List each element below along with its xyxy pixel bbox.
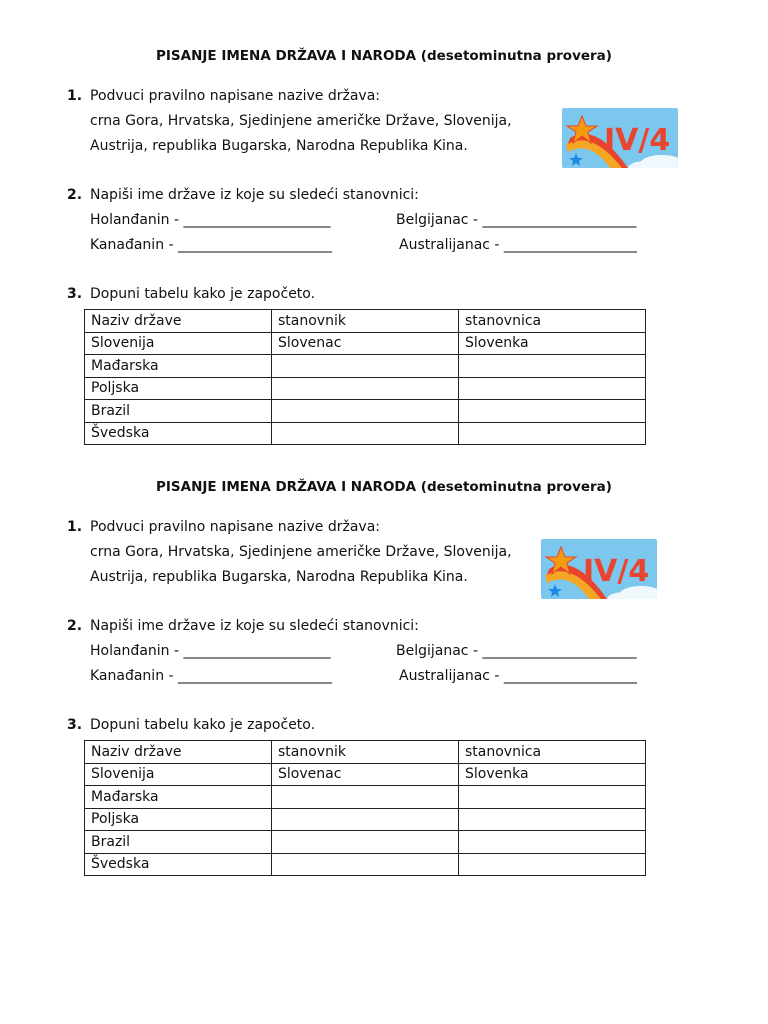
table-row xyxy=(85,831,646,854)
table-cell-blank[interactable] xyxy=(272,355,459,378)
worksheet-2 xyxy=(0,431,768,873)
table-header-country: Naziv države xyxy=(85,741,272,764)
table-cell: Poljska xyxy=(85,808,272,831)
task-2-item-canadian: Kanađanin - ______________________ xyxy=(90,237,333,253)
table-cell-blank[interactable] xyxy=(272,831,459,854)
table-row xyxy=(85,332,646,355)
task-1-countries-line-2: Austrija, republika Bugarska, Narodna Republika Kina. xyxy=(90,569,468,585)
table-cell: Mađarska xyxy=(85,355,272,378)
task-2-item-dutchman: Holanđanin - _____________________ xyxy=(90,643,331,659)
table-cell: Poljska xyxy=(85,377,272,400)
table-cell-blank[interactable] xyxy=(272,853,459,876)
table-cell-blank[interactable] xyxy=(272,786,459,809)
table-cell-blank[interactable] xyxy=(459,831,646,854)
task-1-number: 1. xyxy=(67,88,83,104)
table-row xyxy=(85,808,646,831)
table-header-row xyxy=(85,741,646,764)
task-1-countries-line-2: Austrija, republika Bugarska, Narodna Republika Kina. xyxy=(90,138,468,154)
table-header-row xyxy=(85,310,646,333)
table-row xyxy=(85,355,646,378)
task-1-countries-line-1: crna Gora, Hrvatska, Sjedinjene američke Države, Slovenija, xyxy=(90,544,512,560)
class-logo-image xyxy=(541,539,657,599)
table-cell-blank[interactable] xyxy=(272,377,459,400)
table-cell: Slovenka xyxy=(459,332,646,355)
table-cell: Brazil xyxy=(85,400,272,423)
table-cell-blank[interactable] xyxy=(459,400,646,423)
table-header-male-resident: stanovnik xyxy=(272,310,459,333)
table-header-male-resident: stanovnik xyxy=(272,741,459,764)
table-row xyxy=(85,763,646,786)
table-cell: Švedska xyxy=(85,853,272,876)
task-2-prompt: Napiši ime države iz koje su sledeći stanovnici: xyxy=(90,618,419,634)
task-3-number: 3. xyxy=(67,717,83,733)
task-1-prompt: Podvuci pravilno napisane nazive država: xyxy=(90,88,380,104)
table-cell: Brazil xyxy=(85,831,272,854)
task-1-prompt: Podvuci pravilno napisane nazive država: xyxy=(90,519,380,535)
table-cell: Slovenac xyxy=(272,763,459,786)
table-cell-blank[interactable] xyxy=(459,377,646,400)
table-cell: Slovenac xyxy=(272,332,459,355)
task-2-item-australian: Australijanac - ___________________ xyxy=(399,237,637,253)
task-3-prompt: Dopuni tabelu kako je započeto. xyxy=(90,717,316,733)
table-cell: Švedska xyxy=(85,422,272,445)
task-1-countries-line-1: crna Gora, Hrvatska, Sjedinjene američke Države, Slovenija, xyxy=(90,113,512,129)
table-header-country: Naziv države xyxy=(85,310,272,333)
task-2-item-canadian: Kanađanin - ______________________ xyxy=(90,668,333,684)
task-2-number: 2. xyxy=(67,187,83,203)
worksheet-title: PISANJE IMENA DRŽAVA I NARODA (desetominutna provera) xyxy=(156,479,612,495)
task-2-item-belgian: Belgijanac - ______________________ xyxy=(396,212,637,228)
table-cell-blank[interactable] xyxy=(459,853,646,876)
nationality-table xyxy=(84,309,646,445)
task-1-number: 1. xyxy=(67,519,83,535)
table-cell-blank[interactable] xyxy=(459,808,646,831)
table-row xyxy=(85,377,646,400)
table-cell-blank[interactable] xyxy=(459,786,646,809)
table-cell: Mađarska xyxy=(85,786,272,809)
table-cell: Slovenija xyxy=(85,332,272,355)
task-2-prompt: Napiši ime države iz koje su sledeći stanovnici: xyxy=(90,187,419,203)
task-2-item-australian: Australijanac - ___________________ xyxy=(399,668,637,684)
table-cell: Slovenka xyxy=(459,763,646,786)
task-2-item-dutchman: Holanđanin - _____________________ xyxy=(90,212,331,228)
table-cell-blank[interactable] xyxy=(272,808,459,831)
class-logo-label: IV/4 xyxy=(604,123,671,158)
task-2-item-belgian: Belgijanac - ______________________ xyxy=(396,643,637,659)
worksheet-title: PISANJE IMENA DRŽAVA I NARODA (desetominutna provera) xyxy=(156,48,612,64)
table-row xyxy=(85,400,646,423)
table-header-female-resident: stanovnica xyxy=(459,741,646,764)
table-cell-blank[interactable] xyxy=(459,355,646,378)
worksheet-1 xyxy=(0,0,768,442)
class-logo-label: IV/4 xyxy=(583,554,650,589)
task-2-number: 2. xyxy=(67,618,83,634)
table-row xyxy=(85,853,646,876)
task-3-prompt: Dopuni tabelu kako je započeto. xyxy=(90,286,316,302)
table-header-female-resident: stanovnica xyxy=(459,310,646,333)
table-cell-blank[interactable] xyxy=(272,400,459,423)
task-3-number: 3. xyxy=(67,286,83,302)
table-row xyxy=(85,786,646,809)
table-cell: Slovenija xyxy=(85,763,272,786)
class-logo-image xyxy=(562,108,678,168)
nationality-table xyxy=(84,740,646,876)
